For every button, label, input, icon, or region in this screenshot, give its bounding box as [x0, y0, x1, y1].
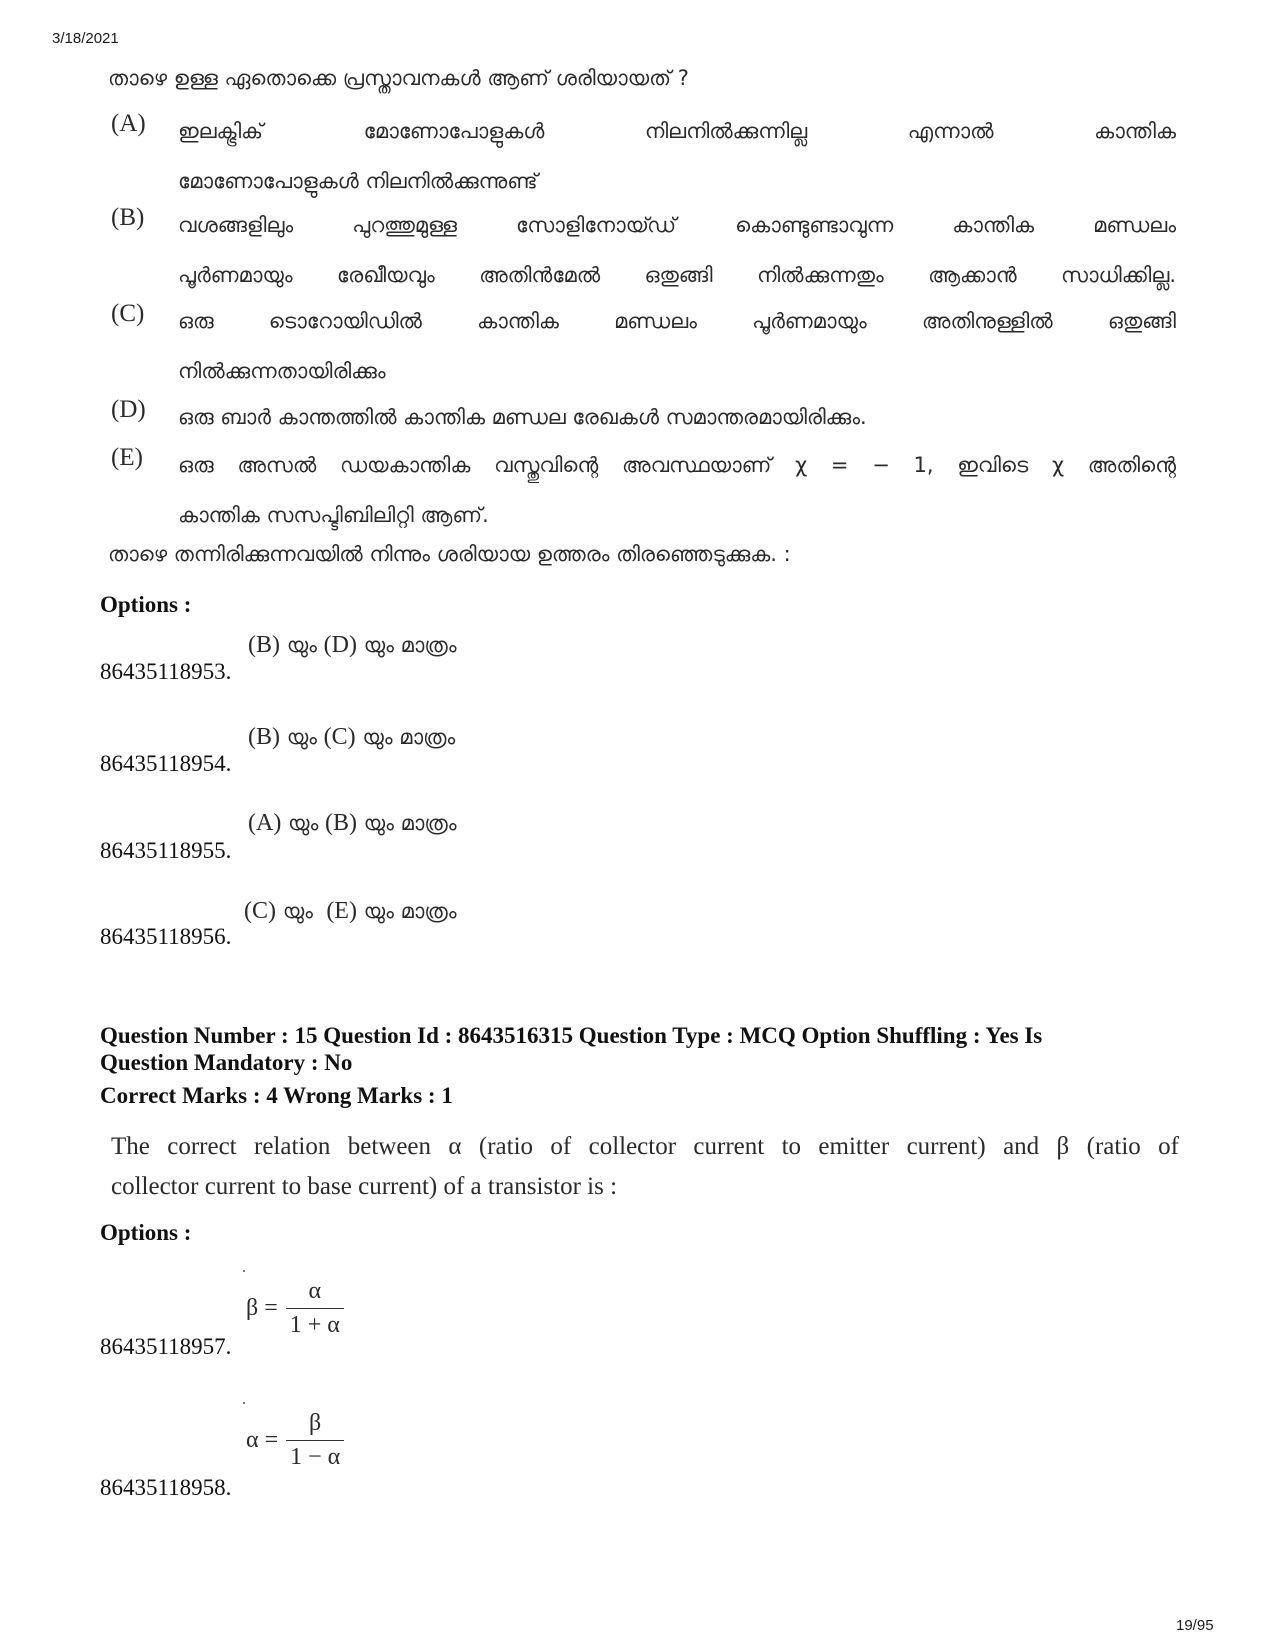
option-id-5: 86435118957. — [100, 1334, 232, 1359]
option-4-second: (E) — [326, 898, 357, 924]
formula-2-lhs: α = — [246, 1427, 279, 1453]
question-15-marks: Correct Marks : 4 Wrong Marks : 1 — [100, 1083, 453, 1108]
option-1-first: (B) — [248, 632, 280, 658]
statement-c-label: (C) — [111, 300, 145, 327]
options-label-q14: Options : — [100, 592, 192, 617]
statement-c — [178, 296, 1176, 396]
option-id-3: 86435118955. — [100, 838, 232, 863]
option-1-only: മാത്രം — [400, 633, 457, 657]
question-15-text-line1: The correct relation between α (ratio of collector current to emitter current) and β (ratio of — [111, 1133, 1179, 1160]
statement-d-label: (D) — [111, 396, 146, 423]
statement-a-line2: മോണോപോളുകൾ നിലനിൽക്കുന്നുണ്ട് — [178, 169, 538, 193]
option-2-only: മാത്രം — [399, 725, 456, 749]
statement-b-label: (B) — [111, 204, 145, 231]
option-2-second: (C) — [323, 724, 356, 750]
option-id-2: 86435118954. — [100, 751, 232, 776]
statement-b-line2: പൂർണമായും രേഖീയവും അതിൻമേൽ ഒതുങ്ങി നിൽക്കുന്നതും ആക്കാൻ സാധിക്കില്ല. — [178, 263, 1176, 287]
option-2-yum-a: യും — [286, 725, 317, 749]
statement-b-line1: വശങ്ങളിലും പുറത്തുമുള്ള സോളിനോയ്ഡ് കൊണ്ടുണ്ടാവുന്ന കാന്തിക മണ്ഡലം — [178, 213, 1176, 237]
statement-b — [178, 200, 1176, 300]
option-1-second: (D) — [323, 632, 357, 658]
print-date: 3/18/2021 — [52, 30, 119, 47]
option-4-first: (C) — [244, 898, 276, 924]
statement-a-label: (A) — [111, 110, 146, 137]
option-marker-dot — [243, 1270, 245, 1272]
question-15-text — [111, 1127, 1179, 1207]
option-3-second: (B) — [324, 810, 357, 836]
option-3-yum-a: യും — [288, 811, 319, 835]
option-3-only: മാത്രം — [400, 811, 457, 835]
formula-1-denominator: 1 + α — [286, 1308, 344, 1339]
statement-c-line2: നിൽക്കുന്നതായിരിക്കും — [178, 359, 386, 383]
statement-d — [178, 392, 1176, 442]
question-15-text-line2: collector current to base current) of a transistor is : — [111, 1173, 618, 1200]
option-formula-2 — [246, 1410, 344, 1471]
statement-c-line1: ഒരു ടൊറോയിഡിൽ കാന്തിക മണ്ഡലം പൂർണമായും അതിനുള്ളിൽ ഒതുങ്ങി — [178, 309, 1176, 333]
statement-e — [178, 440, 1176, 540]
option-4-yum-b: യും — [363, 899, 394, 923]
option-4-only: മാത്രം — [400, 899, 457, 923]
option-formula-1 — [246, 1278, 344, 1339]
option-id-1: 86435118953. — [100, 659, 232, 684]
formula-2-fraction — [286, 1410, 344, 1471]
option-2-yum-b: യും — [362, 725, 393, 749]
formula-1-numerator: α — [308, 1278, 322, 1304]
page-number: 19/95 — [1176, 1617, 1214, 1634]
option-marker-dot — [243, 1402, 245, 1404]
option-text-4 — [244, 898, 457, 925]
statement-a-line1: ഇലക്ട്രിക് മോണോപോളുകൾ നിലനിൽക്കുന്നില്ല എന്നാൽ കാന്തിക — [178, 119, 1176, 143]
option-1-yum-a: യും — [286, 633, 317, 657]
option-text-1 — [248, 632, 457, 659]
formula-1-lhs: β = — [246, 1295, 278, 1321]
formula-1-fraction — [286, 1278, 344, 1339]
statement-a — [178, 106, 1176, 206]
statement-e-line1: ഒരു അസൽ ഡയകാന്തിക വസ്തുവിന്റെ അവസ്ഥയാണ് χ = − 1, ഇവിടെ χ അതിന്റെ — [178, 453, 1176, 477]
formula-2-numerator: β — [309, 1410, 322, 1436]
option-3-first: (A) — [248, 810, 282, 836]
options-label-q15: Options : — [100, 1220, 192, 1245]
question-instruction: താഴെ തന്നിരിക്കുന്നവയിൽ നിന്നും ശരിയായ ഉത്തരം തിരഞ്ഞെടുക്കുക. : — [108, 542, 791, 566]
statement-e-label: (E) — [111, 444, 143, 471]
question-15-meta-line1: Question Number : 15 Question Id : 8643516315 Question Type : MCQ Option Shuffling : Yes Is — [100, 1023, 1043, 1048]
question-intro: താഴെ ഉള്ള ഏതൊക്കെ പ്രസ്താവനകൾ ആണ് ശരിയായത് ? — [108, 66, 689, 90]
statement-d-line1: ഒരു ബാർ കാന്തത്തിൽ കാന്തിക മണ്ഡല രേഖകൾ സമാന്തരമായിരിക്കും. — [178, 405, 867, 429]
option-id-4: 86435118956. — [100, 924, 232, 949]
question-15-meta-line2: Question Mandatory : No — [100, 1050, 353, 1075]
option-text-2 — [248, 724, 455, 751]
option-text-3 — [248, 810, 457, 837]
option-2-first: (B) — [248, 724, 280, 750]
option-3-yum-b: യും — [363, 811, 394, 835]
formula-2-denominator: 1 − α — [286, 1440, 344, 1471]
option-id-6: 86435118958. — [100, 1475, 232, 1500]
question-15-meta — [100, 1022, 1042, 1076]
option-1-yum-b: യും — [363, 633, 394, 657]
option-4-yum-a: യും — [282, 899, 313, 923]
statement-e-line2: കാന്തിക സസപ്ടിബിലിറ്റി ആണ്. — [178, 503, 489, 527]
